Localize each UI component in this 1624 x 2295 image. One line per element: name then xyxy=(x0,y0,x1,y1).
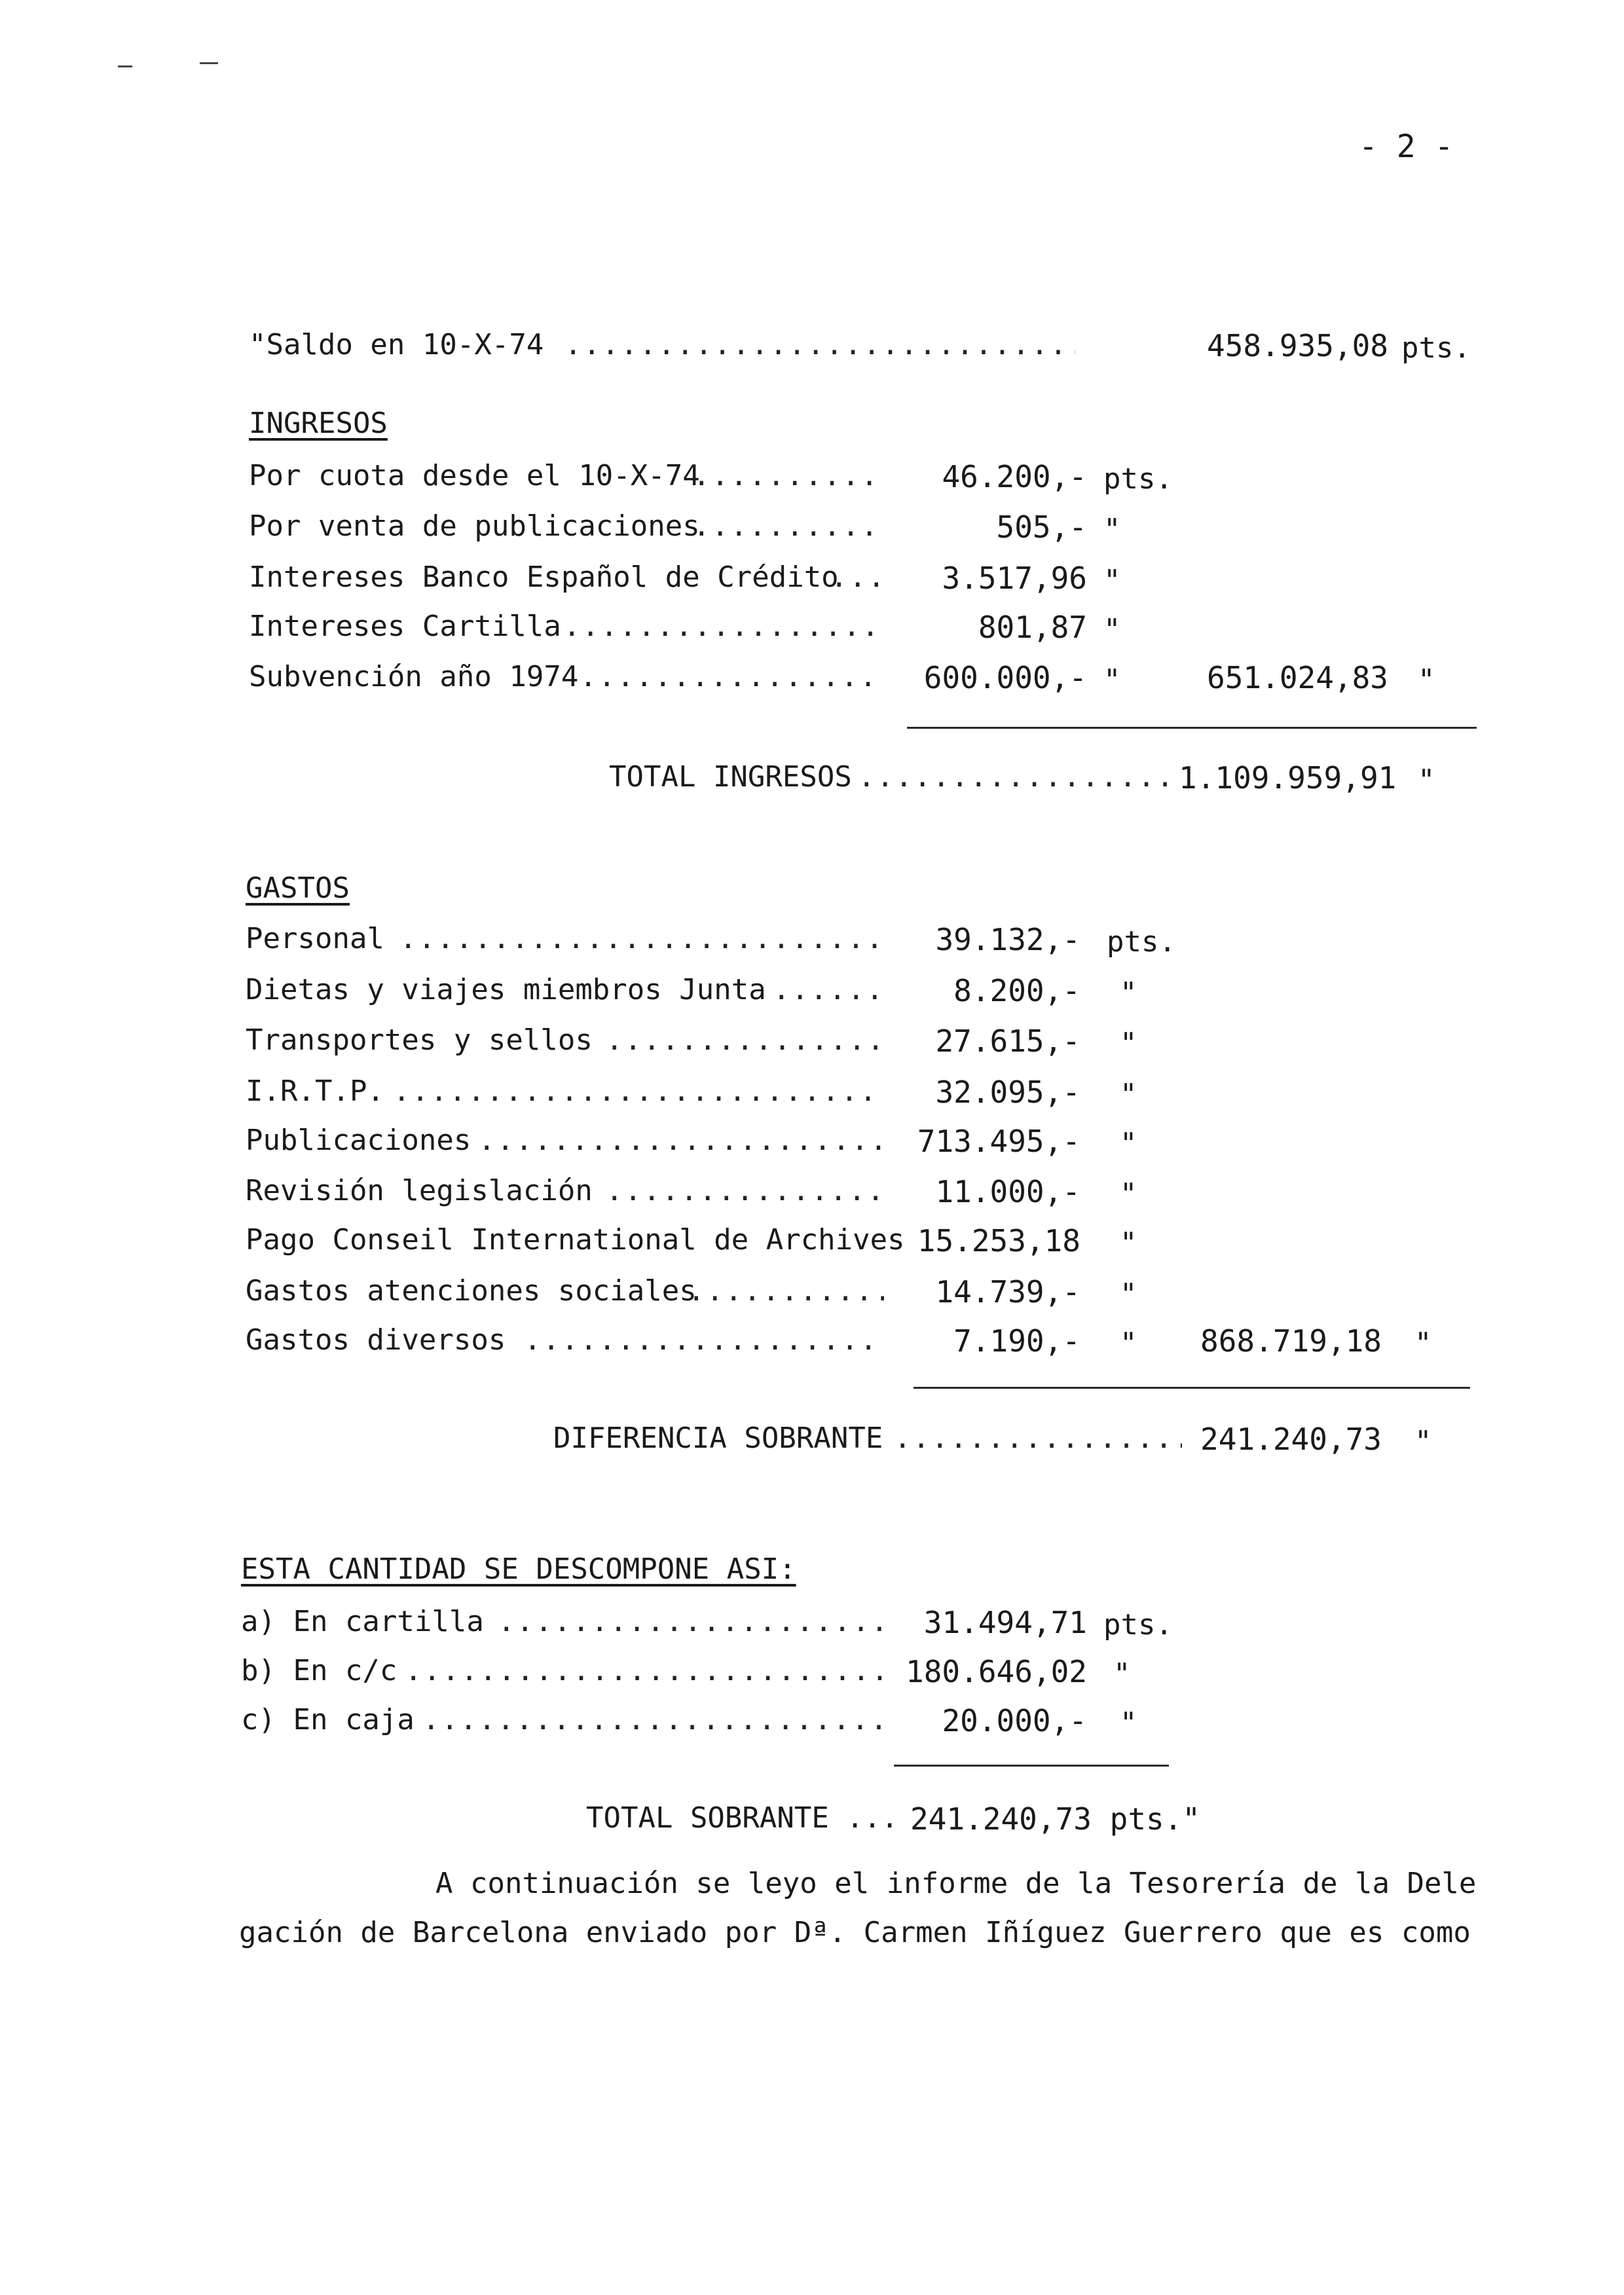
descompone-item-label: c) En caja xyxy=(241,1703,415,1736)
gastos-item-label: I.R.T.P. xyxy=(246,1074,384,1108)
ingresos-subtotal-unit: " xyxy=(1418,663,1435,697)
gastos-item-label: Dietas y viajes miembros Junta xyxy=(246,973,766,1006)
total-ingresos-amount: 1.109.959,91 xyxy=(1179,760,1397,796)
descompone-item-label: b) En c/c xyxy=(241,1654,397,1687)
gastos-item-unit: " xyxy=(1120,1226,1137,1260)
total-ingresos-label: TOTAL INGRESOS xyxy=(609,760,852,794)
gastos-subtotal-unit: " xyxy=(1414,1327,1432,1360)
gastos-item-leader xyxy=(524,1326,884,1355)
ingresos-item-label: Subvención año 1974 xyxy=(249,660,579,693)
gastos-item-amount: 7.190,- xyxy=(953,1323,1080,1359)
gastos-item-leader xyxy=(393,1077,884,1106)
gastos-item-leader xyxy=(478,1126,884,1155)
ingresos-item-unit: " xyxy=(1103,663,1121,697)
diferencia-amount: 241.240,73 xyxy=(1200,1422,1382,1457)
gastos-item-label: Pago Conseil International de Archives xyxy=(246,1223,905,1257)
gastos-item-unit: " xyxy=(1120,1078,1137,1111)
gastos-item-leader xyxy=(773,976,884,1004)
stray-mark xyxy=(118,65,132,67)
descompone-item-leader xyxy=(422,1706,884,1735)
gastos-item-label: Personal xyxy=(246,922,384,955)
total-sobrante-label: TOTAL SOBRANTE ... xyxy=(586,1801,898,1835)
descompone-item-label: a) En cartilla xyxy=(241,1605,484,1638)
total-sobrante-amount: 241.240,73 pts." xyxy=(910,1801,1201,1837)
gastos-item-label: Publicaciones xyxy=(246,1124,471,1157)
ingresos-item-label: Por cuota desde el 10-X-74 xyxy=(249,459,700,492)
gastos-item-unit: pts. xyxy=(1107,925,1176,959)
descompone-item-unit: pts. xyxy=(1103,1608,1173,1642)
paragraph-line-1: A continuación se leyo el informe de la Tesorería de la Dele xyxy=(435,1867,1477,1900)
gastos-item-amount: 8.200,- xyxy=(953,973,1080,1008)
gastos-item-amount: 32.095,- xyxy=(935,1074,1080,1110)
gastos-item-unit: " xyxy=(1120,1027,1137,1060)
gastos-item-amount: 27.615,- xyxy=(935,1023,1080,1059)
stray-mark xyxy=(200,62,218,64)
descompone-item-unit: " xyxy=(1120,1706,1137,1740)
ingresos-heading: INGRESOS xyxy=(249,407,388,440)
gastos-item-amount: 11.000,- xyxy=(935,1174,1080,1209)
descompone-item-amount: 180.646,02 xyxy=(906,1654,1087,1689)
gastos-item-amount: 15.253,18 xyxy=(917,1223,1080,1258)
gastos-item-unit: " xyxy=(1120,1177,1137,1211)
ingresos-item-leader xyxy=(693,512,884,541)
gastos-item-amount: 39.132,- xyxy=(935,922,1080,957)
ingresos-item-label: Por venta de publicaciones xyxy=(249,509,700,543)
saldo-leader xyxy=(564,331,1075,359)
saldo-unit: pts. xyxy=(1401,331,1471,365)
gastos-item-amount: 14.739,- xyxy=(935,1274,1080,1310)
gastos-item-label: Gastos atenciones sociales xyxy=(246,1274,697,1308)
ingresos-item-amount: 600.000,- xyxy=(923,660,1087,695)
gastos-heading: GASTOS xyxy=(246,872,350,905)
diferencia-unit: " xyxy=(1414,1425,1432,1458)
gastos-item-unit: " xyxy=(1120,1327,1137,1360)
gastos-item-label: Transportes y sellos xyxy=(246,1023,593,1057)
ingresos-item-leader xyxy=(580,663,884,691)
descompone-item-amount: 31.494,71 xyxy=(923,1605,1087,1640)
descompone-rule xyxy=(894,1765,1169,1767)
diferencia-label: DIFERENCIA SOBRANTE xyxy=(553,1422,883,1455)
ingresos-item-unit: " xyxy=(1103,513,1121,546)
gastos-item-unit: " xyxy=(1120,1277,1137,1311)
gastos-item-label: Gastos diversos xyxy=(246,1323,506,1357)
ingresos-item-amount: 505,- xyxy=(996,509,1087,545)
gastos-item-leader xyxy=(688,1277,884,1306)
ingresos-rule xyxy=(907,727,1477,729)
gastos-item-leader xyxy=(399,925,884,953)
descompone-item-amount: 20.000,- xyxy=(942,1703,1087,1738)
page-number: - 2 - xyxy=(1359,128,1454,165)
ingresos-item-unit: " xyxy=(1103,613,1121,646)
gastos-item-leader xyxy=(606,1177,884,1205)
saldo-label: "Saldo en 10-X-74 xyxy=(249,328,544,361)
ingresos-item-leader xyxy=(563,612,884,641)
gastos-item-amount: 713.495,- xyxy=(917,1124,1080,1159)
ingresos-item-amount: 801,87 xyxy=(978,610,1087,645)
saldo-amount: 458.935,08 xyxy=(1207,328,1388,363)
ingresos-item-leader xyxy=(830,563,884,592)
ingresos-item-amount: 3.517,96 xyxy=(942,560,1087,596)
ingresos-item-label: Intereses Cartilla xyxy=(249,610,561,643)
ingresos-subtotal: 651.024,83 xyxy=(1207,660,1388,695)
total-ingresos-unit: " xyxy=(1418,763,1435,797)
ingresos-item-leader xyxy=(693,462,884,490)
descompone-item-leader xyxy=(405,1657,884,1685)
paragraph-line-2: gación de Barcelona enviado por Dª. Carmen Iñíguez Guerrero que es como xyxy=(239,1916,1471,1949)
descompone-item-leader xyxy=(498,1607,884,1636)
ingresos-item-amount: 46.200,- xyxy=(942,459,1087,494)
gastos-subtotal: 868.719,18 xyxy=(1200,1323,1382,1359)
gastos-item-unit: " xyxy=(1120,1127,1137,1160)
gastos-item-leader xyxy=(606,1026,884,1055)
ingresos-item-label: Intereses Banco Español de Crédito xyxy=(249,560,839,594)
ingresos-item-unit: pts. xyxy=(1103,462,1173,496)
descompone-heading: ESTA CANTIDAD SE DESCOMPONE ASI: xyxy=(241,1552,796,1586)
ingresos-item-unit: " xyxy=(1103,564,1121,597)
descompone-item-unit: " xyxy=(1113,1657,1131,1691)
gastos-item-label: Revisión legislación xyxy=(246,1174,593,1207)
diferencia-leader xyxy=(894,1424,1182,1453)
gastos-rule xyxy=(913,1387,1470,1389)
total-ingresos-leader xyxy=(858,763,1175,792)
gastos-item-unit: " xyxy=(1120,976,1137,1010)
